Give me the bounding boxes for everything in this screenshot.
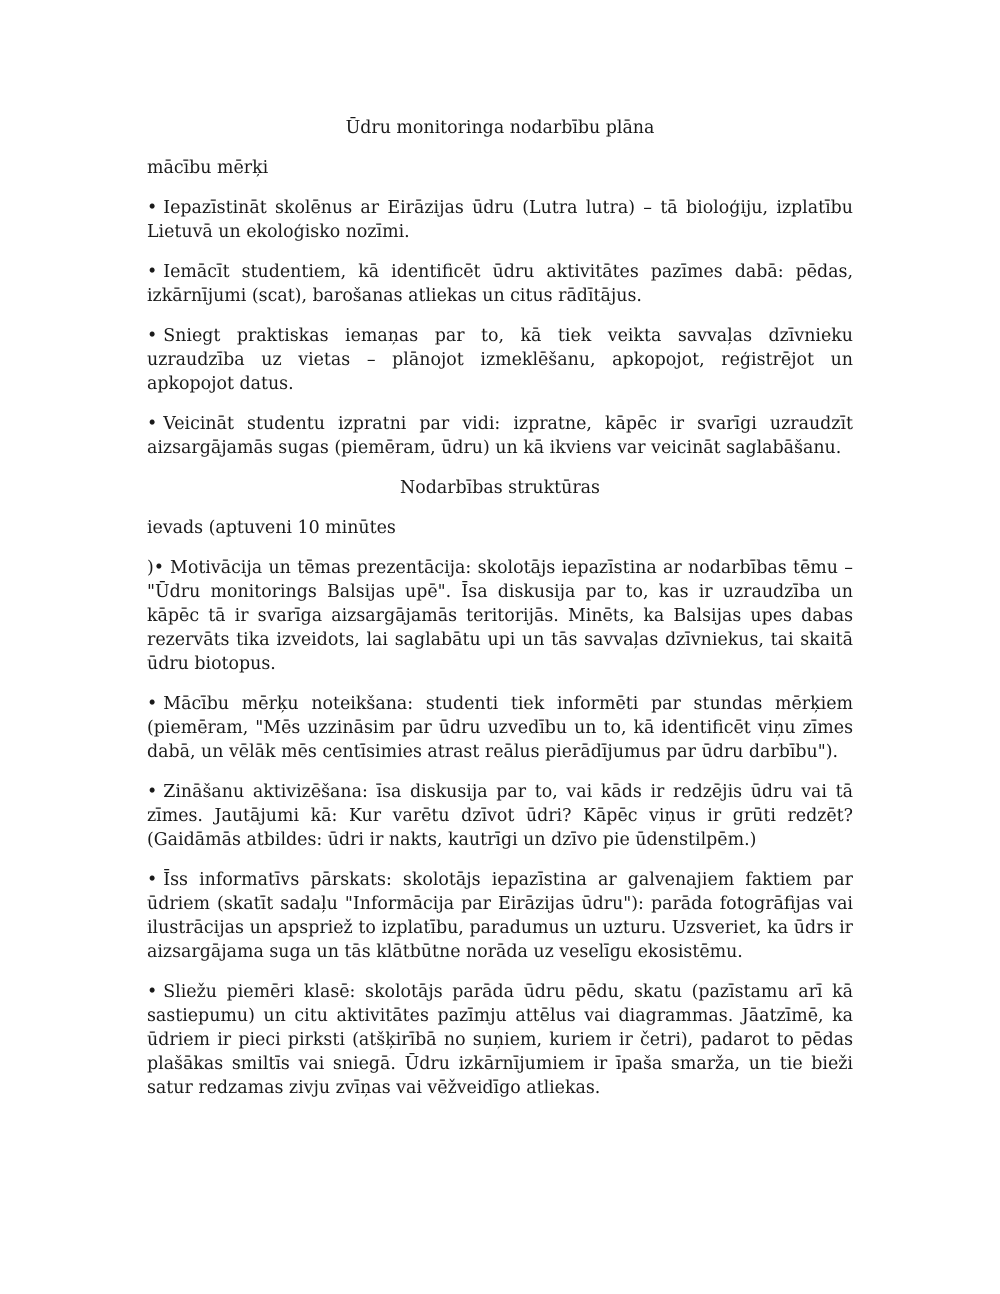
intro-item bbox=[147, 868, 853, 964]
bullet-marker: )• bbox=[147, 558, 165, 578]
bullet-marker: • bbox=[147, 694, 158, 714]
intro-item bbox=[147, 692, 853, 764]
objective-text: Iemācīt studentiem, kā identificēt ūdru aktivitātes pazīmes dabā: pēdas, izkārnījumi (scat), barošanas atliekas un citus rādītājus. bbox=[147, 262, 853, 306]
bullet-marker: • bbox=[147, 262, 158, 282]
objective-item bbox=[147, 412, 853, 460]
intro-text: Mācību mērķu noteikšana: studenti tiek informēti par stundas mērķiem (piemēram, "Mēs uzzināsim par ūdru uzvedību un to, kā identificēt viņu zīmes dabā, un vēlāk mēs centīsimies atrast reālus pierādījumus par ūdru darbību"). bbox=[147, 694, 853, 762]
objective-item bbox=[147, 196, 853, 244]
bullet-marker: • bbox=[147, 198, 158, 218]
objectives-heading: mācību mērķi bbox=[147, 158, 269, 178]
document-title: Ūdru monitoringa nodarbību plāna bbox=[345, 118, 655, 138]
objective-text: Veicināt studentu izpratni par vidi: izpratne, kāpēc ir svarīgi uzraudzīt aizsargājamās sugas (piemēram, ūdru) un kā ikviens var veicināt saglabāšanu. bbox=[147, 414, 853, 458]
bullet-marker: • bbox=[147, 414, 158, 434]
intro-text: Zināšanu aktivizēšana: īsa diskusija par to, vai kāds ir redzējis ūdru vai tā zīmes. Jautājumi kā: Kur varētu dzīvot ūdri? Kāpēc viņus ir grūti redzēt? (Gaidāmās atbildes: ūdri ir nakts, kautrīgi un dzīvo pie ūdenstilpēm.) bbox=[147, 782, 853, 850]
objective-text: Iepazīstināt skolēnus ar Eirāzijas ūdru (Lutra lutra) – tā bioloģiju, izplatību Lietuvā un ekoloģisko nozīmi. bbox=[147, 198, 853, 242]
objective-item bbox=[147, 324, 853, 396]
bullet-marker: • bbox=[147, 782, 158, 802]
intro-item bbox=[147, 980, 853, 1100]
intro-heading: ievads (aptuveni 10 minūtes bbox=[147, 518, 396, 538]
intro-text: Īss informatīvs pārskats: skolotājs iepazīstina ar galvenajiem faktiem par ūdriem (skatīt sadaļu "Informācija par Eirāzijas ūdru"): parāda fotogrāfijas vai ilustrācijas un apspriež to izplatību, paradumus un uzturu. Uzsveriet, ka ūdrs ir aizsargājama suga un tās klātbūtne norāda uz veselīgu ekosistēmu. bbox=[147, 870, 853, 962]
intro-item bbox=[147, 780, 853, 852]
structure-heading: Nodarbības struktūras bbox=[400, 478, 600, 498]
intro-text: Sliežu piemēri klasē: skolotājs parāda ūdru pēdu, skatu (pazīstamu arī kā sastiepumu) un citu aktivitātes pazīmju attēlus vai diagrammas. Jāatzīmē, ka ūdriem ir pieci pirksti (atšķirībā no suņiem, kuriem ir četri), padarot to pēdas plašākas smiltīs vai sniegā. Ūdru izkārnījumiem ir īpaša smarža, un tie bieži satur redzamas zivju zvīņas vai vēžveidīgo atliekas. bbox=[147, 982, 853, 1098]
intro-item bbox=[147, 556, 853, 676]
intro-text: Motivācija un tēmas prezentācija: skolotājs iepazīstina ar nodarbības tēmu – "Ūdru monitorings Balsijas upē". Īsa diskusija par to, kas ir uzraudzība un kāpēc tā ir svarīga aizsargājamās teritorijās. Minēts, ka Balsijas upes dabas rezervāts tika izveidots, lai saglabātu upi un tās savvaļas dzīvniekus, tai skaitā ūdru biotopus. bbox=[147, 558, 853, 674]
objective-item bbox=[147, 260, 853, 308]
objective-text: Sniegt praktiskas iemaņas par to, kā tiek veikta savvaļas dzīvnieku uzraudzība uz vietas – plānojot izmeklēšanu, apkopojot, reģistrējot un apkopojot datus. bbox=[147, 326, 853, 394]
bullet-marker: • bbox=[147, 982, 158, 1002]
bullet-marker: • bbox=[147, 326, 158, 346]
bullet-marker: • bbox=[147, 870, 158, 890]
document-page bbox=[147, 116, 853, 1116]
